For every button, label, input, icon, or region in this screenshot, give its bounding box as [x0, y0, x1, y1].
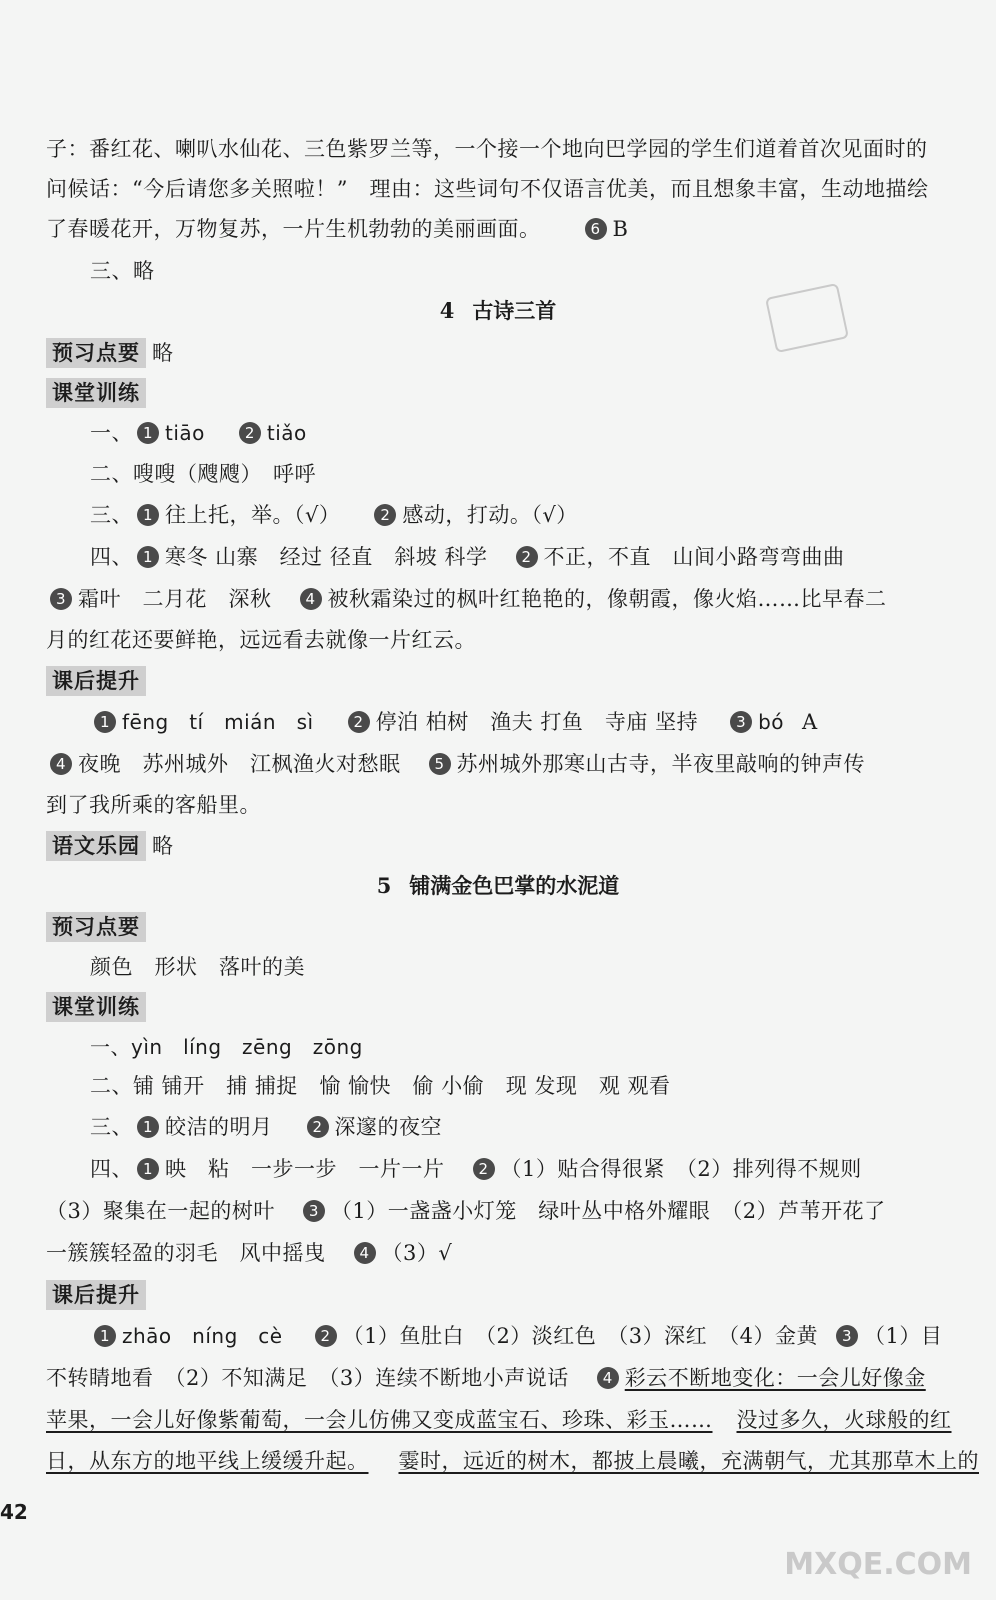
answer-text: B [612, 217, 629, 241]
intro-line-2: 问候话：“今后请您多关照啦！” 理由：这些词句不仅语言优美，而且想象丰富，生动地描绘 [46, 177, 929, 201]
underlined-answer: 没过多久，火球般的红 [736, 1408, 952, 1432]
l5-class-training [46, 992, 152, 1022]
circled-number: 5 [429, 753, 451, 775]
underlined-answer: 苹果，一会儿好像紫葡萄，一会儿仿佛又变成蓝宝石、珍珠、彩玉…… [46, 1408, 713, 1432]
l5-preview-ans: 颜色 形状 落叶的美 [90, 955, 305, 979]
section-tag-class: 课堂训练 [46, 378, 146, 408]
pinyin-answer: fēng tí mián sì [122, 710, 314, 734]
circled-number: 1 [94, 711, 116, 733]
answer-text: （1）一盏盏小灯笼 绿叶丛中格外耀眼 （2）芦苇开花了 [330, 1199, 886, 1223]
l4-after-line2 [46, 749, 865, 779]
lesson-number: 4 [439, 298, 455, 323]
underlined-answer: 日，从东方的地平线上缓缓升起。 [46, 1449, 369, 1473]
answer-text: 不正，不直 山间小路弯弯曲曲 [543, 545, 845, 569]
circled-number: 1 [137, 504, 159, 526]
l5-after-line1 [90, 1321, 942, 1351]
section-tag-class: 课堂训练 [46, 992, 146, 1022]
l4-q1 [90, 418, 307, 448]
circled-number: 2 [348, 711, 370, 733]
answer-text: 感动，打动。（√） [402, 503, 578, 527]
section-tag-garden: 语文乐园 [46, 831, 146, 861]
answer-text: 往上托，举。（√） [165, 503, 341, 527]
intro-line-3-text: 了春暖花开，万物复苏，一片生机勃勃的美丽画面。 [46, 217, 541, 241]
answer-text: 霜叶 二月花 深秋 [78, 587, 272, 611]
question-prefix: 三、 [90, 1115, 133, 1139]
l4-garden [46, 831, 174, 861]
circled-number: 2 [473, 1158, 495, 1180]
question-prefix: 一、 [90, 421, 133, 445]
l4-after-line3: 到了我所乘的客船里。 [46, 793, 261, 817]
garden-answer: 略 [152, 834, 174, 858]
section-tag-preview: 预习点要 [46, 912, 146, 942]
lesson-5-title [0, 871, 996, 901]
circled-number: 2 [315, 1325, 337, 1347]
l4-after-class [46, 666, 152, 696]
circled-number: 1 [137, 422, 159, 444]
circled-number: 1 [137, 1116, 159, 1138]
section-tag-after: 课后提升 [46, 666, 146, 696]
preview-answer: 略 [152, 341, 174, 365]
answer-text: （1）目 [864, 1324, 943, 1348]
lesson-title-text: 古诗三首 [472, 298, 557, 323]
intro-line-1: 子：番红花、喇叭水仙花、三色紫罗兰等，一个接一个地向巴学园的学生们道着首次见面时的 [46, 137, 928, 161]
answer-text: 不转睛地看 （2）不知满足 （3）连续不断地小声说话 [46, 1366, 569, 1390]
answer-text: （3）√ [381, 1241, 453, 1265]
l4-preview [46, 338, 174, 368]
circled-number: 1 [137, 546, 159, 568]
question-prefix: 四、 [90, 1157, 133, 1181]
l5-after-line4 [46, 1446, 979, 1476]
l4-q4-line2 [46, 584, 887, 614]
l4-q4-line3: 月的红花还要鲜艳，远远看去就像一片红云。 [46, 628, 476, 652]
answer-text: （3）聚集在一起的树叶 [46, 1199, 275, 1223]
l4-class-training [46, 378, 152, 408]
answer-text: 一簇簇轻盈的羽毛 风中摇曳 [46, 1241, 326, 1265]
l5-q1: 一、yìn líng zēng zōng [90, 1035, 363, 1059]
lesson-number: 5 [376, 873, 392, 898]
circled-number: 1 [94, 1325, 116, 1347]
answer-text: A [802, 710, 818, 734]
circled-number: 2 [516, 546, 538, 568]
section-tag-preview: 预习点要 [46, 338, 146, 368]
l5-q3 [90, 1112, 442, 1142]
answer-text: 停泊 柏树 渔夫 打鱼 寺庙 坚持 [375, 710, 699, 734]
l5-q4 [90, 1154, 862, 1184]
underlined-answer: 彩云不断地变化：一会儿好像金 [624, 1366, 926, 1390]
pinyin-answer: bó [758, 710, 785, 734]
circled-number: 3 [730, 711, 752, 733]
question-prefix: 四、 [90, 545, 133, 569]
page-number: 42 [0, 1500, 28, 1524]
l5-preview-tag [46, 912, 152, 942]
circled-number: 3 [50, 588, 72, 610]
answer-text: 深邃的夜空 [334, 1115, 442, 1139]
l4-q4 [90, 542, 845, 572]
l4-after-line1 [90, 707, 818, 737]
lesson-title-text: 铺满金色巴掌的水泥道 [409, 873, 620, 898]
question-prefix: 三、 [90, 503, 133, 527]
answer-text: 皎洁的明月 [165, 1115, 273, 1139]
lesson-4-title [0, 296, 996, 326]
answer-text: 夜晚 苏州城外 江枫渔火对愁眠 [78, 752, 401, 776]
underlined-answer: 霎时，远近的树木，都披上晨曦，充满朝气，尤其那草木上的 [398, 1449, 979, 1473]
stamp-image [765, 283, 849, 353]
circled-number: 2 [239, 422, 261, 444]
l5-after-class [46, 1280, 152, 1310]
intro-line-3 [46, 214, 628, 244]
answer-text: （1）鱼肚白 （2）淡红色 （3）深红 （4）金黄 [342, 1324, 819, 1348]
circled-number: 1 [137, 1158, 159, 1180]
answer-text: 被秋霜染过的枫叶红艳艳的，像朝霞，像火焰……比早春二 [327, 587, 887, 611]
pinyin-answer: tiāo [165, 421, 205, 445]
answer-text: 寒冬 山寨 经过 径直 斜坡 科学 [165, 545, 488, 569]
l4-q3 [90, 500, 578, 530]
l5-q4-line3 [46, 1238, 452, 1268]
circled-number: 3 [836, 1325, 858, 1347]
l5-after-line3 [46, 1405, 952, 1435]
section-tag-after: 课后提升 [46, 1280, 146, 1310]
circled-number: 4 [354, 1242, 376, 1264]
circled-number: 2 [374, 504, 396, 526]
answer-text: （1）贴合得很紧 （2）排列得不规则 [500, 1157, 862, 1181]
l5-q4-line2 [46, 1196, 886, 1226]
circled-number: 6 [585, 218, 607, 240]
pinyin-answer: tiǎo [266, 421, 307, 445]
circled-number: 4 [300, 588, 322, 610]
answer-text: 映 粘 一步一步 一片一片 [165, 1157, 445, 1181]
l5-q2: 二、铺 铺开 捕 捕捉 愉 愉快 偷 小偷 现 发现 观 观看 [90, 1074, 671, 1098]
circled-number: 3 [303, 1200, 325, 1222]
circled-number: 4 [50, 753, 72, 775]
answer-text: 苏州城外那寒山古寺，半夜里敲响的钟声传 [456, 752, 865, 776]
circled-number: 4 [597, 1367, 619, 1389]
l4-q2: 二、嗖嗖（飕飕） 呼呼 [90, 462, 316, 486]
watermark-logo: MXQE.COM [784, 1547, 972, 1582]
pinyin-answer: zhāo níng cè [122, 1324, 283, 1348]
circled-number: 2 [307, 1116, 329, 1138]
l5-after-line2 [46, 1363, 926, 1393]
intro-line-4: 三、略 [90, 259, 155, 283]
